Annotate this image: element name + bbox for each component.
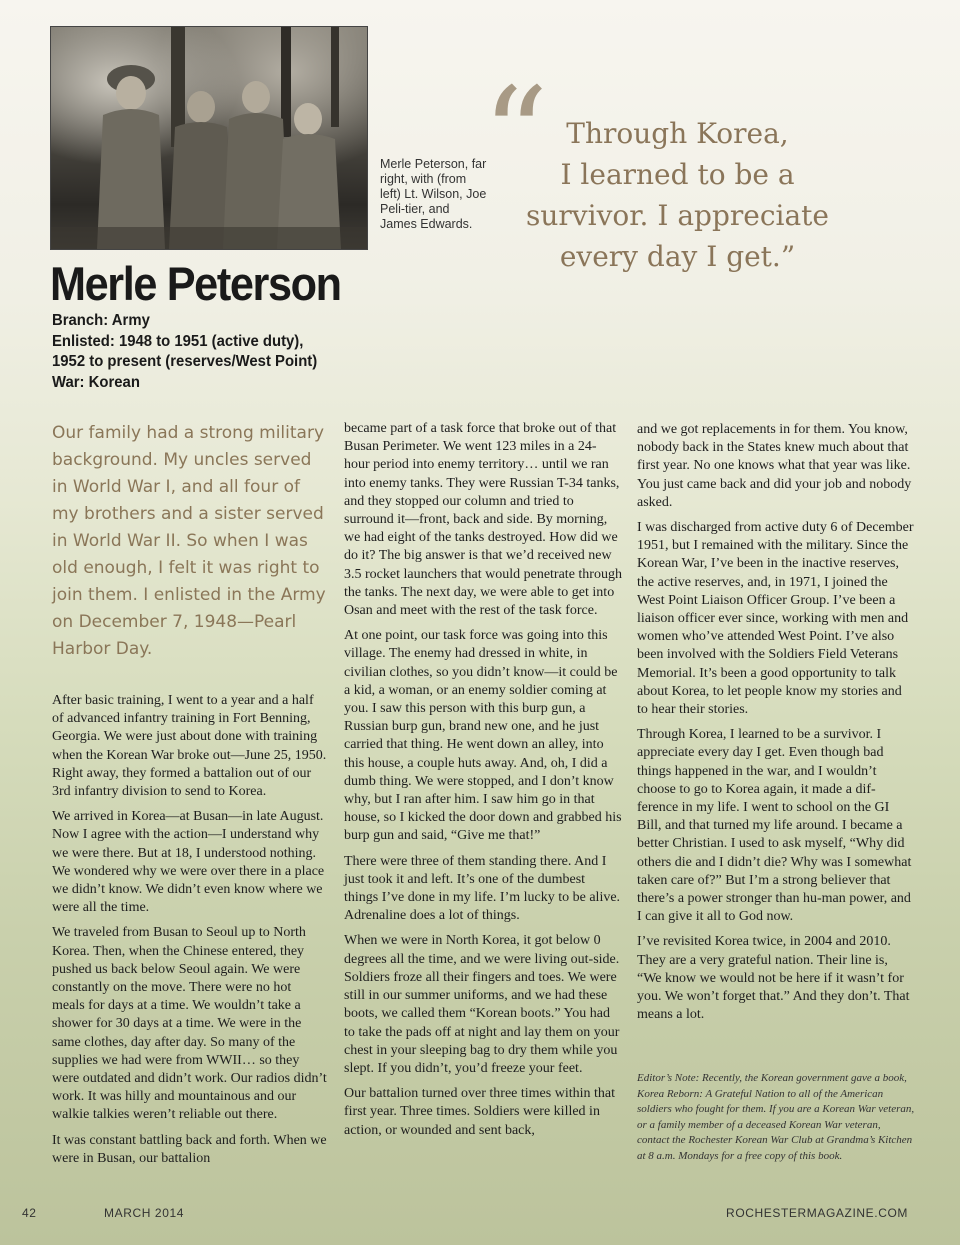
issue-date: MARCH 2014 xyxy=(104,1206,185,1220)
fact-branch: Branch: Army xyxy=(52,312,150,329)
pull-quote xyxy=(500,113,855,277)
fact-war: War: Korean xyxy=(52,373,140,391)
paragraph: Through Korea, I learned to be a survivor. I appreciate every day I get. Even though bad things happened in the war, and I wouldn’t choose to go to Korea again, it made a dif-ference in my life. I went to school on the GI Bill, and that turned my life around. I became a better Christian. I used to ask myself, “Why did others die and I didn’t die? Why was I somewhat taken care of?” But I’m a strong believer that there’s a power stronger than hu-man power, and I can give it all to God now. xyxy=(637,727,912,925)
pull-quote-line: Through Korea, xyxy=(566,117,789,150)
paragraph: After basic training, I went to a year and a half of advanced infantry training in Fort Benning, Georgia. We were just about done with training when the Korean War broke out—June 25, 1950. Right away, they formed a battalion out of our 3rd infantry division to send to Korea. xyxy=(52,693,327,800)
pull-quote-line: I learned to be a xyxy=(560,158,795,191)
paragraph: I was discharged from active duty 6 of December 1951, but I remained with the military. Since the Korean War, I’ve been in the inactive reserves, the active reserves, and, in 1971, I joined the West Point Liaison Officer Group. I’ve been a liaison officer ever since, working with men and women who’ve attended West Point. I’ve also been involved with the Soldiers Field Veterans Memorial. It’s been a good opportunity to talk about Korea, to let people know my stories and to hear their stories. xyxy=(637,520,914,718)
paragraph: I’ve revisited Korea twice, in 2004 and 2010. They are a very grateful nation. Their line is, “We know we would not be here if it wasn’t for you. We won’t forget that.” And they don’t. That means a lot. xyxy=(637,934,910,1023)
paragraph: There were three of them standing there. And I just took it and left. It’s one of the dumbest things I’ve done in my life. I’m lucky to be alive. Adrenaline does a lot of things. xyxy=(344,853,621,924)
page-number: 42 xyxy=(22,1206,37,1220)
pull-quote-line: every day I get.” xyxy=(559,240,796,273)
paragraph: When we were in North Korea, it got below 0 degrees all the time, and we were living out-side. Soldiers froze all their fingers and toes. We were still in our summer uniforms, and we had these boots, we called them “Korean boots.” You had to take the pads off at night and lay them on your chest in your sleeping bag to dry them while you slept. If you didn’t, you’d freeze your feet. xyxy=(344,933,620,1076)
paragraph: At one point, our task force was going into this village. The enemy had dressed in white, in civilian clothes, so you didn’t know—it could be a kid, a woman, or an enemy soldier coming at you. I saw this person with this burp gun, a Russian burp gun, brand new one, and he just carried that thing. He went down an alley, into this house, a couple huts away. And, oh, I did a dumb thing. We were stopped, and I don’t know why, but I ran after him. I saw him go in that house, so I kicked the door down and grabbed his burp gun and said, “Give me that!” xyxy=(344,628,622,844)
magazine-website: ROCHESTERMAGAZINE.COM xyxy=(726,1206,908,1220)
body-column-1 xyxy=(52,692,327,1175)
intro-paragraph: Our family had a strong military background. My uncles served in World War I, and all four of my brothers and a sister served in World War II. So when I was old enough, I felt it was right to join them. I enlisted in the Army on December 7, 1948—Pearl Harbor Day. xyxy=(52,423,326,659)
photo-caption: Merle Peterson, far right, with (from left) Lt. Wilson, Joe Peli-tier, and James Edwards. xyxy=(380,157,487,231)
paragraph: We traveled from Busan to Seoul up to North Korea. Then, when the Chinese entered, they pushed us back below Seoul again. We were constantly on the move. There were no hot meals for days at a time. We wouldn’t take a shower for 30 days at a time. We were in the same clothes, day after day. So many of the supplies we had were from WWII… so they were outdated and didn’t work. Our radios didn’t work. It was hilly and mountainous and our walkie talkies weren’t reliable out there. xyxy=(52,925,327,1123)
paragraph: It was constant battling back and forth. When we were in Busan, our battalion xyxy=(52,1132,327,1166)
body-column-3 xyxy=(637,421,915,1032)
fact-enlisted-cont: 1952 to present (reserves/West Point) xyxy=(52,353,318,370)
quote-mark-icon: “ xyxy=(482,59,549,211)
paragraph: We arrived in Korea—at Busan—in late August. Now I agree with the action—I understand why we were there. But at 18, I understood nothing. We wondered why we were over there in a place we didn’t know. We didn’t even know where we were all the time. xyxy=(52,809,325,916)
paragraph: Our battalion turned over three times within that first year. Three times. Soldiers were killed in action, or wounded and sent back, xyxy=(344,1086,615,1138)
paragraph: became part of a task force that broke out of that Busan Perimeter. We went 123 miles in a 24-hour period into enemy territory… until we ran into enemy tanks. They were Russian T-34 tanks, and they stopped our column and tried to surround it—front, back and side. By morning, we had eight of the tanks destroyed. How did we do it? The big answer is that we’d received new 3.5 rocket launchers that would penetrate through the tanks. The next day, we were able to get into Osan and meet with the rest of the task force. xyxy=(344,421,622,619)
body-column-2 xyxy=(344,420,622,1147)
profile-name: Merle Peterson xyxy=(50,257,341,310)
profile-facts xyxy=(52,311,432,393)
fact-enlisted: Enlisted: 1948 to 1951 (active duty), xyxy=(52,332,304,350)
paragraph: and we got replacements in for them. You know, nobody back in the States knew much about that first year. No one knows what that year was like. You just came back and did your job and nobody asked. xyxy=(637,422,912,510)
pull-quote-line: survivor. I appreciate xyxy=(526,199,829,232)
editor-note: Editor’s Note: Recently, the Korean government gave a book, Korea Reborn: A Grateful Nation to all of the American soldiers who fought for them. If you are a Korean War veteran, or a family member of a deceased Korean War veteran, contact the Rochester Korean War Club at Grandma’s Kitchen at 8 a.m. Mondays for a free copy of this book. xyxy=(637,1072,915,1162)
soldiers-photo xyxy=(50,26,368,250)
soldiers-photo-illustration xyxy=(51,27,367,249)
